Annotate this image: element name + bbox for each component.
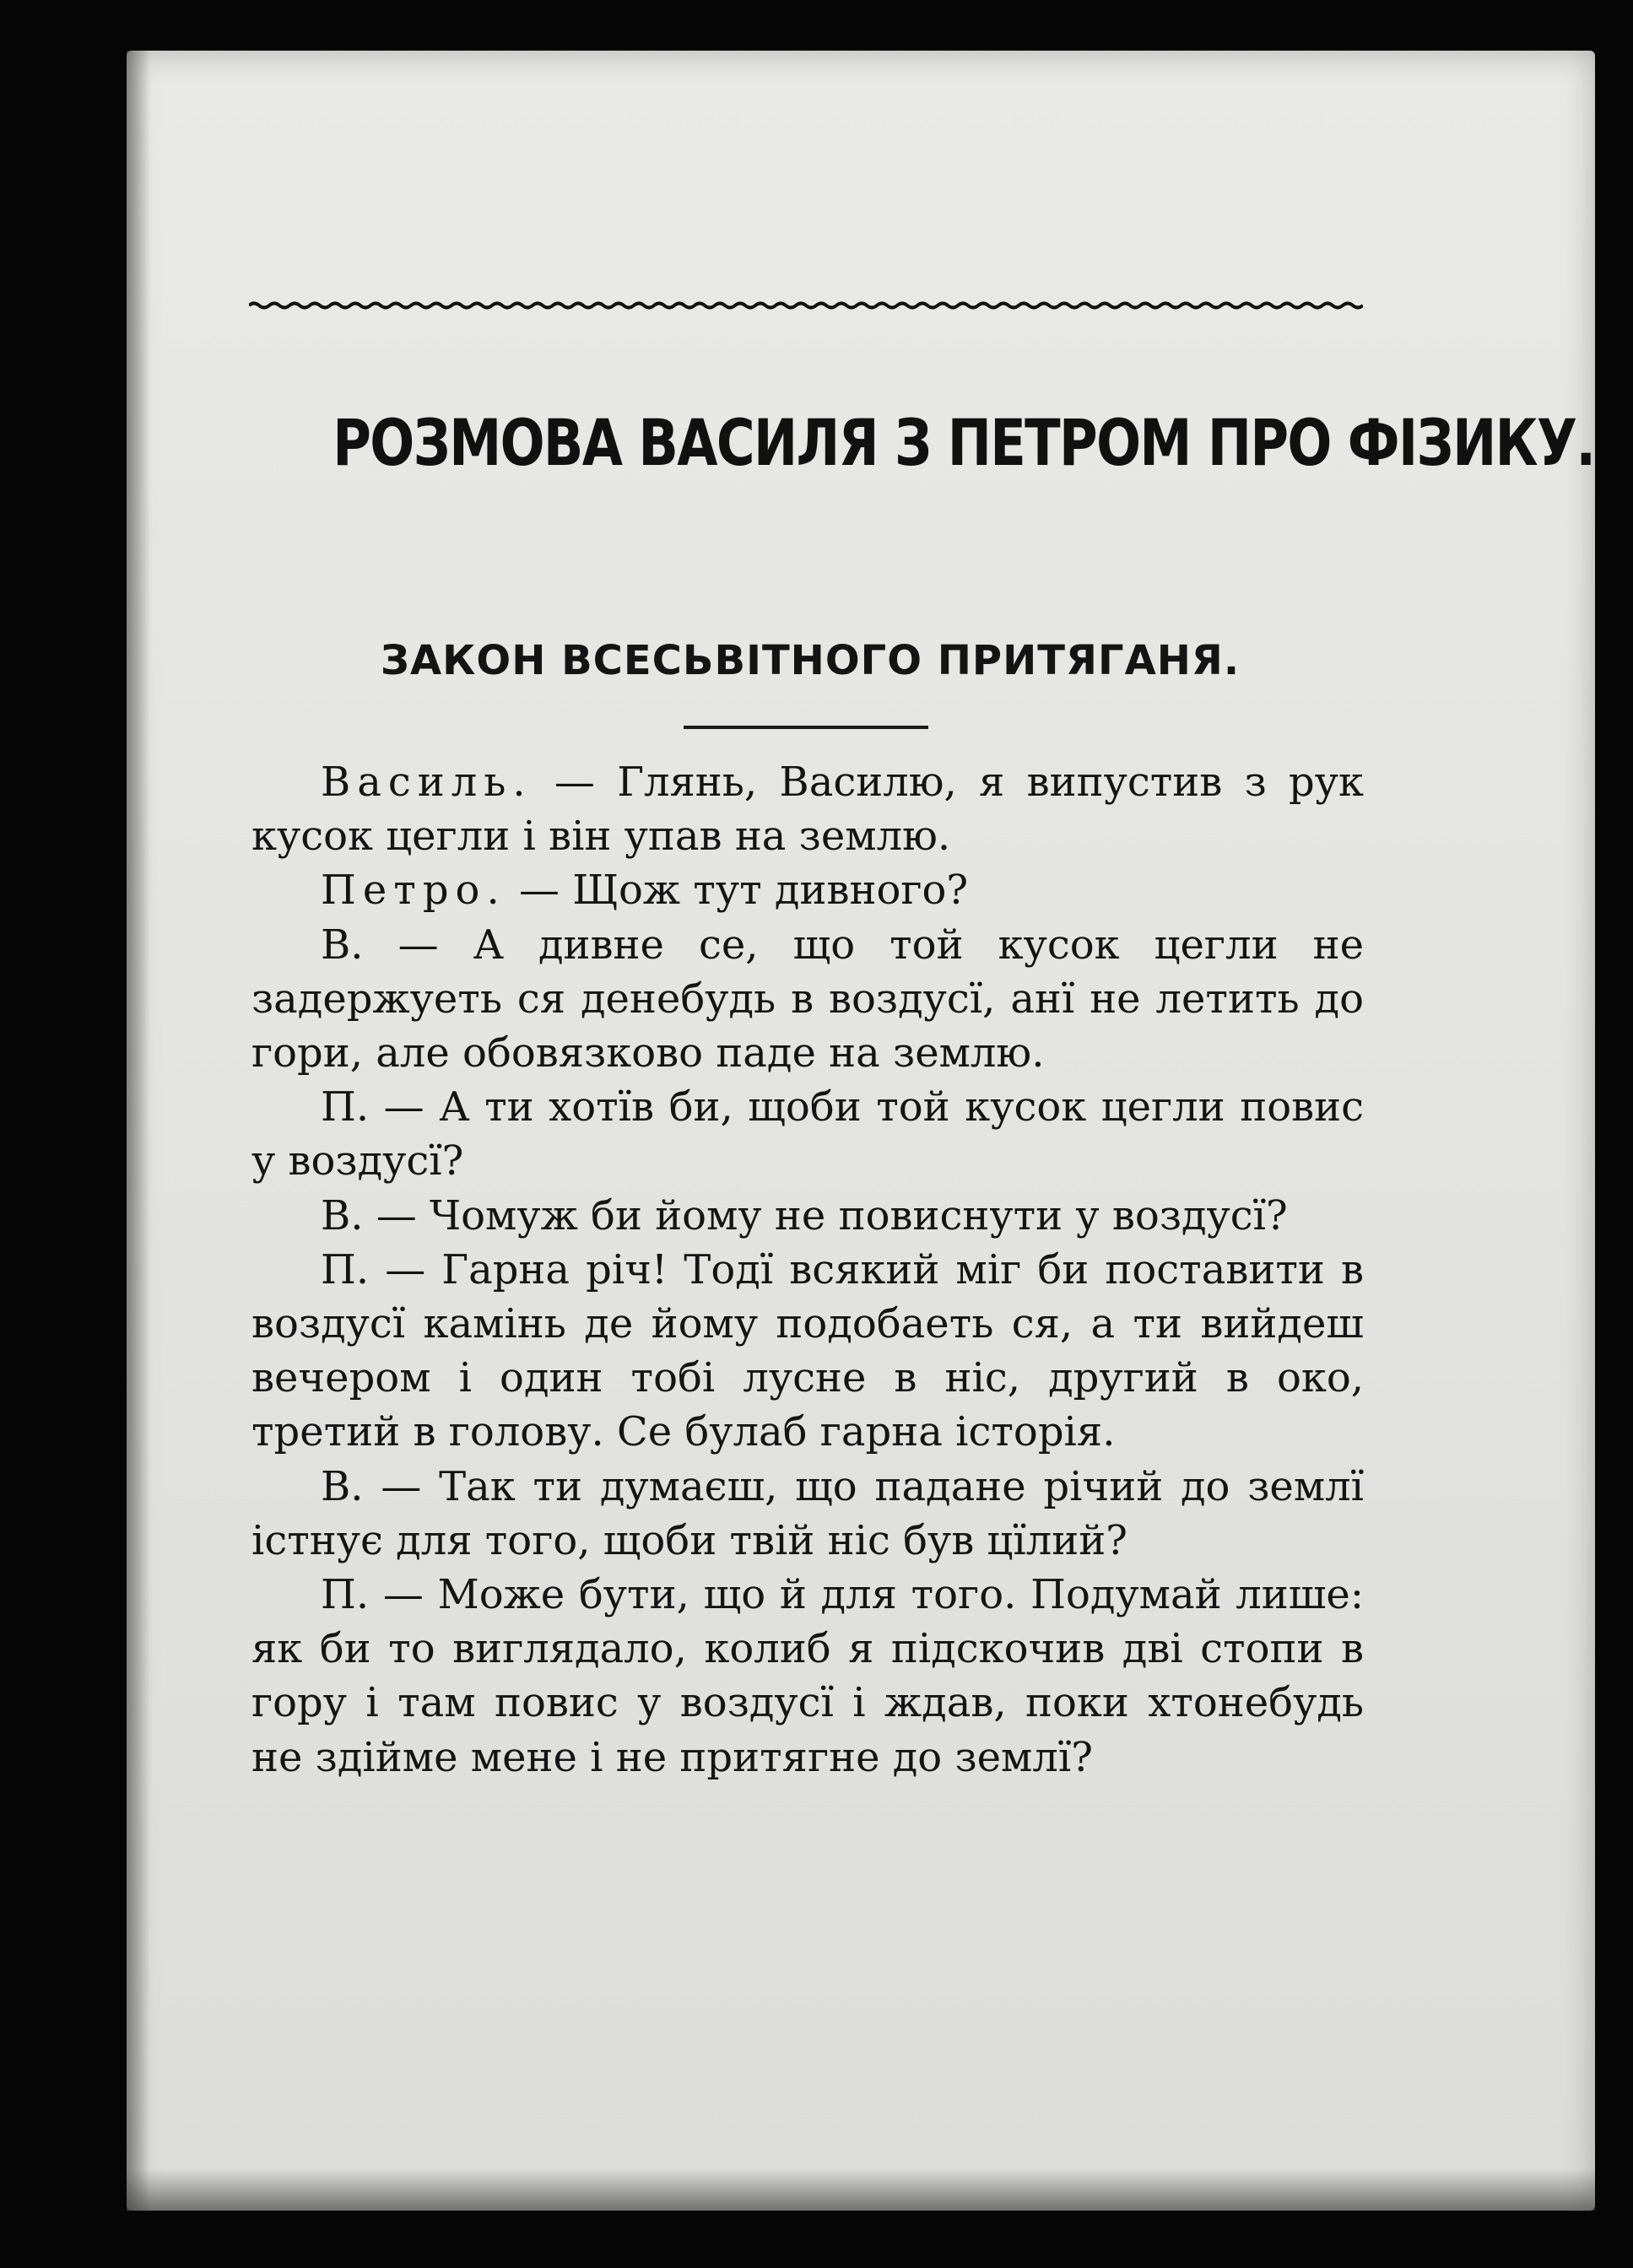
paragraph-text: — Може бути, що й для того. Подумай лише: як би то виглядало, колиб я підскочив дві стопи в гору і там повис у воздусї і ждав, поки хтонебудь не здійме мене і не притягне до землї?: [251, 1571, 1364, 1781]
speaker-name: Василь.: [321, 759, 533, 806]
speaker-name: П.: [321, 1083, 370, 1131]
speaker-name: П.: [321, 1245, 370, 1293]
page-shadow-bottom: [127, 2168, 1595, 2211]
speaker-name: В.: [321, 1191, 364, 1239]
ornamental-wavy-rule: [249, 300, 1363, 311]
paragraph-text: — А ти хотїв би, щоби той кусок цегли повис у воздусї?: [251, 1083, 1364, 1185]
section-subtitle: ЗАКОН ВСЕСЬВІТНОГО ПРИТЯГАНЯ.: [380, 637, 1241, 684]
dialogue-paragraph: [251, 1243, 1364, 1460]
dialogue-paragraph: [251, 1189, 1364, 1243]
paragraph-text: — Чомуж би йому не повиснути у воздусї?: [363, 1191, 1288, 1239]
dialogue-paragraph: [251, 1460, 1364, 1568]
dialogue-paragraph: [251, 1080, 1364, 1188]
paragraph-text: — Так ти думаєш, що падане річий до землї істнує для того, щоби твій ніс був цїлий?: [251, 1462, 1364, 1564]
speaker-name: Петро.: [321, 867, 506, 915]
dialogue-paragraph: [251, 863, 1364, 917]
speaker-name: П.: [321, 1571, 370, 1619]
page-title: РОЗМОВА ВАСИЛЯ З ПЕТРОМ ПРО ФІЗИКУ.: [333, 405, 1595, 480]
speaker-name: В.: [321, 921, 364, 969]
paragraph-text: — Щож тут дивного?: [506, 867, 969, 915]
title-divider: [684, 726, 928, 729]
page-shadow-left: [127, 51, 150, 2211]
dialogue-paragraph: [251, 755, 1364, 863]
book-page: [127, 51, 1595, 2211]
dialogue-body: [251, 755, 1364, 1785]
paragraph-text: — А дивне се, що той кусок цегли не задержуеть ся денебудь в воздусї, анї не летить до гори, але обовязково паде на землю.: [251, 921, 1364, 1077]
dialogue-paragraph: [251, 918, 1364, 1081]
paragraph-text: — Глянь, Василю, я випустив з рук кусок цегли і він упав на землю.: [251, 759, 1364, 861]
dialogue-paragraph: [251, 1568, 1364, 1785]
paragraph-text: — Гарна річ! Тодї всякий міг би поставити в воздусї камінь де йому подобаеть ся, а ти вийдеш вечером і один тобі лусне в ніс, другий в око, третий в голову. Се булаб гарна історія.: [251, 1245, 1364, 1456]
speaker-name: В.: [321, 1462, 364, 1510]
